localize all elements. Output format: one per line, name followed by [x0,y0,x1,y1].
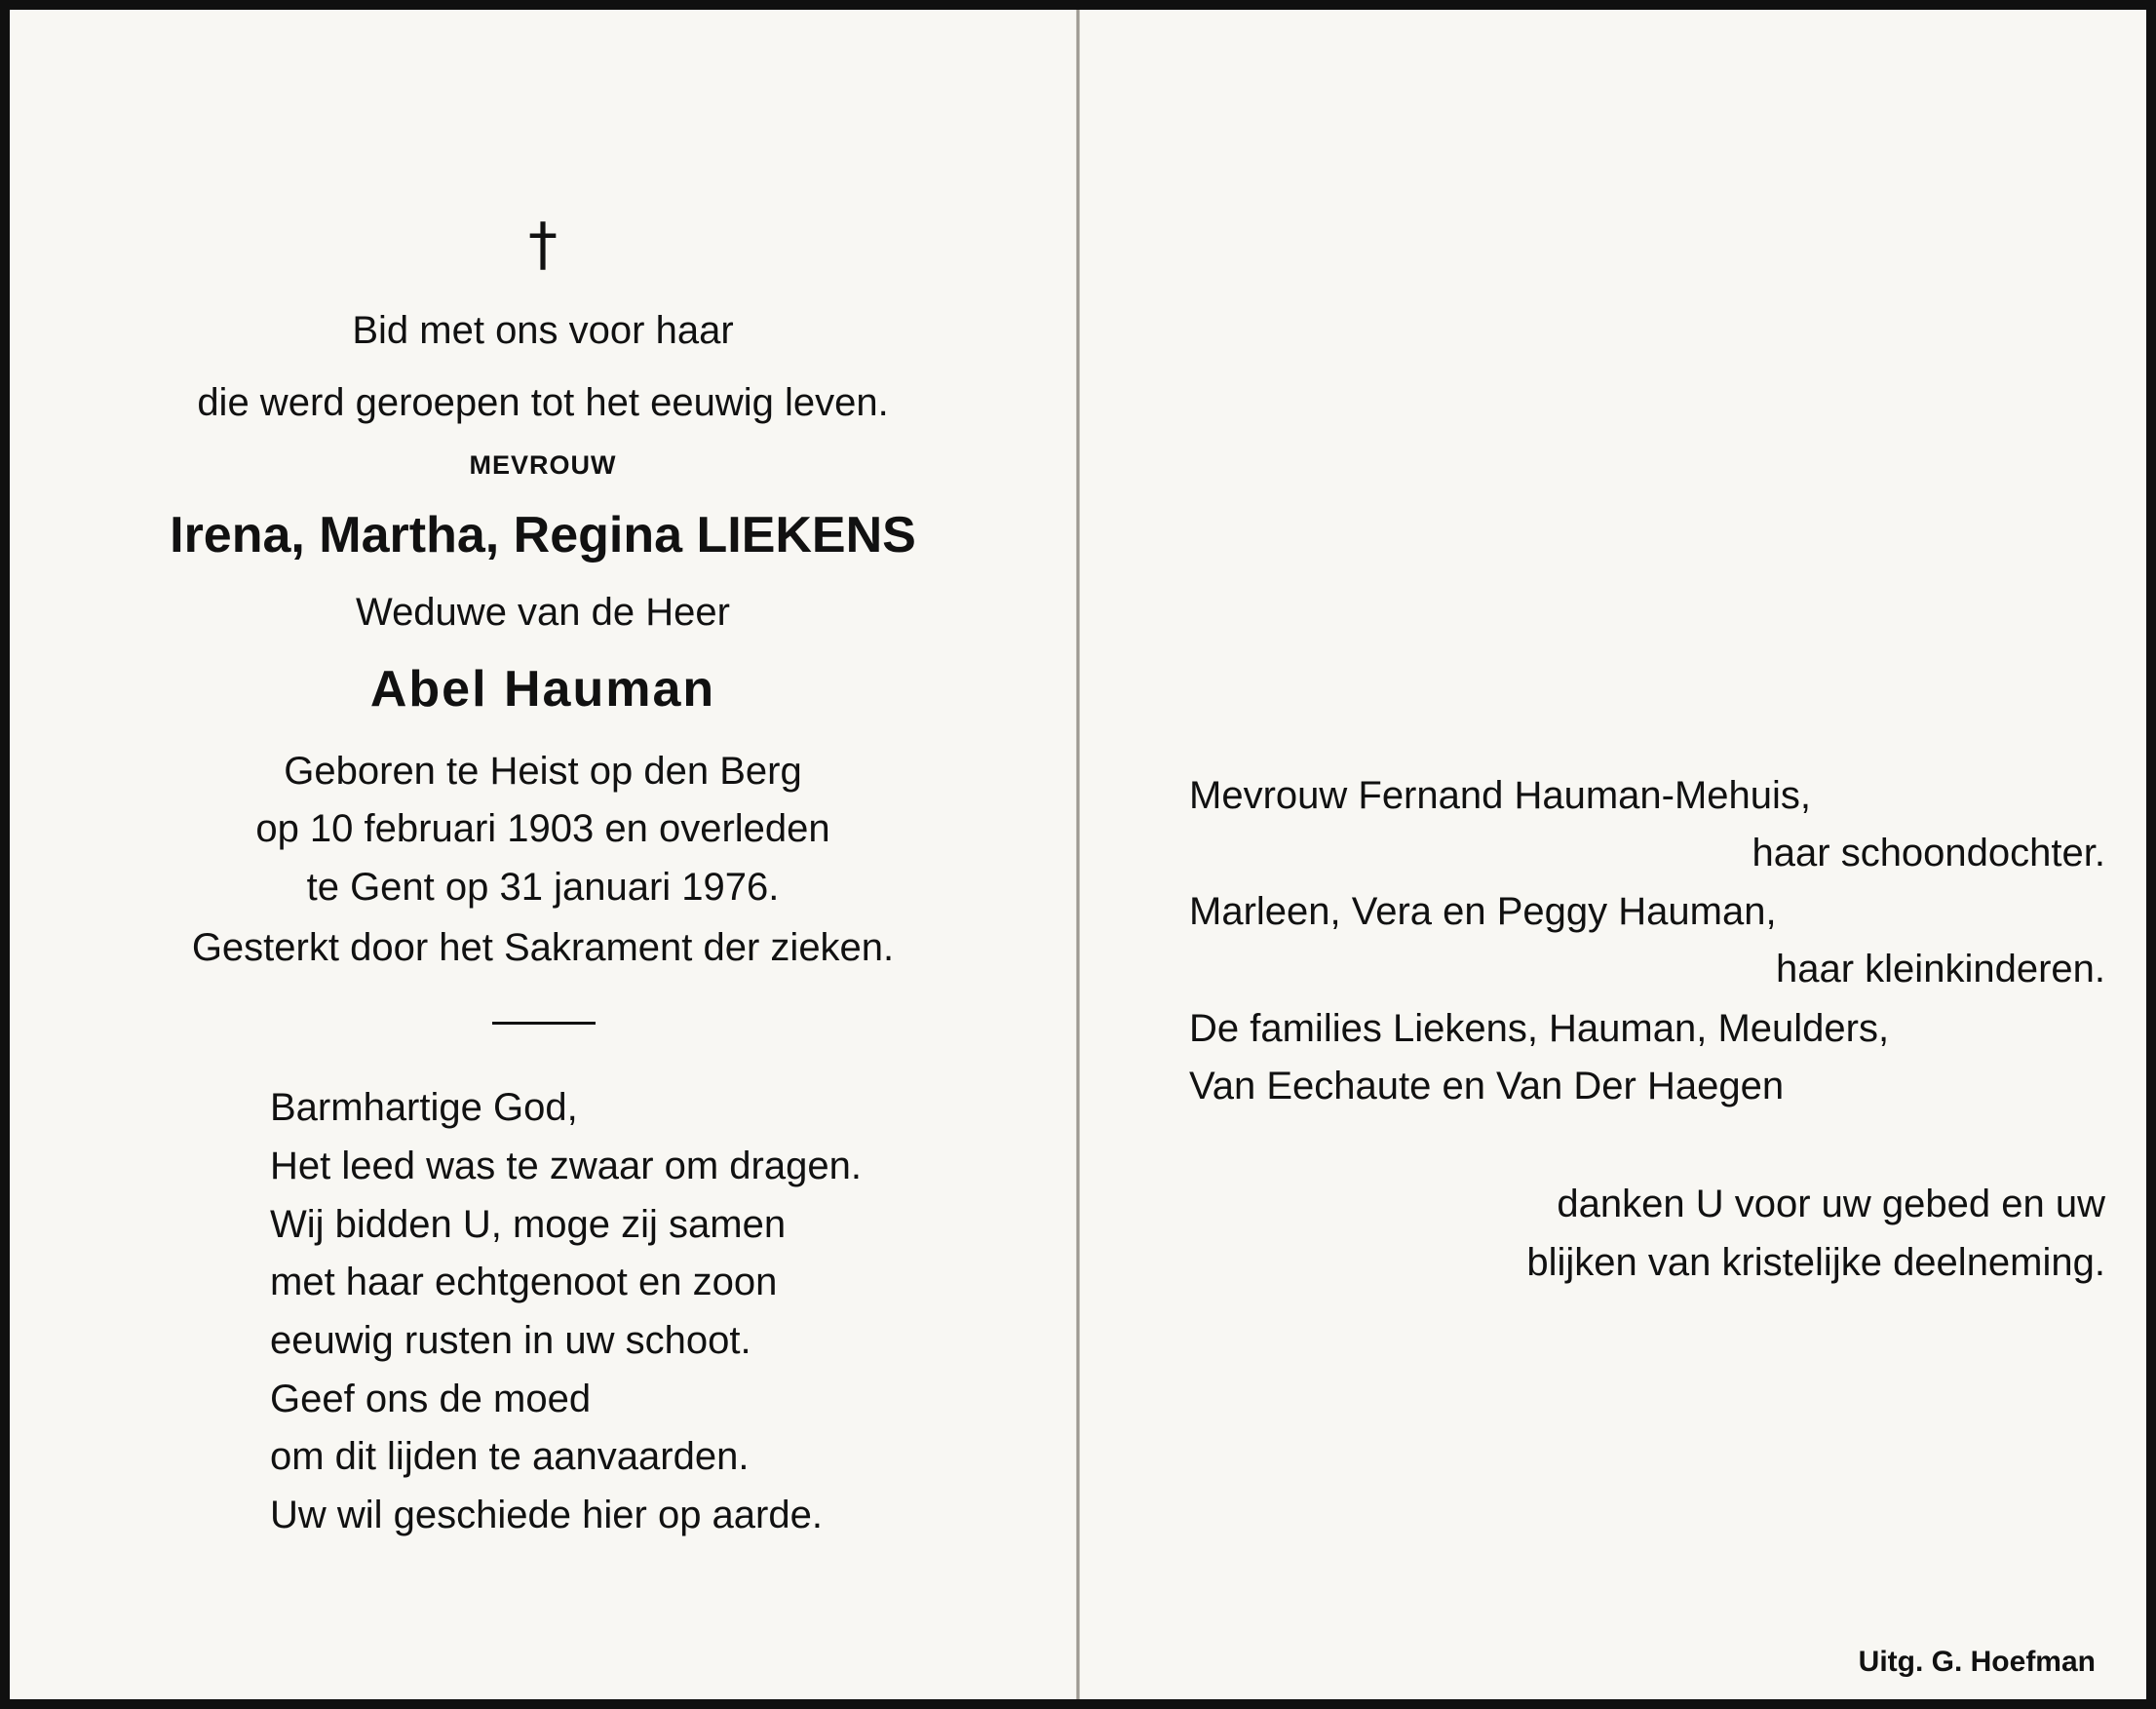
right-page [1080,10,2146,1699]
divider-line [492,1022,596,1025]
intro-line-2: die werd geroepen tot het eeuwig leven. [197,381,889,424]
thanks-line-1: danken U voor uw gebed en uw [1557,1183,2105,1225]
birth-death-line-1: Geboren te Heist op den Berg [284,750,802,793]
family-line-1: Mevrouw Fernand Hauman-Mehuis, [1189,774,1812,817]
birth-death-line-3: te Gent op 31 januari 1976. [306,866,780,909]
birth-death-line-4: Gesterkt door het Sakrament der zieken. [191,926,895,969]
husband-name: Abel Hauman [369,661,716,718]
prayer-line-4: met haar echtgenoot en zoon [270,1261,778,1303]
deceased-name: Irena, Martha, Regina LIEKENS [170,507,916,563]
publisher-imprint: Uitg. G. Hoefman [1858,1646,2096,1678]
prayer-line-8: Uw wil geschiede hier op aarde. [270,1494,823,1536]
prayer-line-3: Wij bidden U, moge zij samen [270,1203,787,1246]
family-line-5: De families Liekens, Hauman, Meulders, [1189,1007,1890,1050]
family-line-3: Marleen, Vera en Peggy Hauman, [1189,890,1777,933]
prayer-line-7: om dit lijden te aanvaarden. [270,1435,750,1478]
honorific-title: MEVROUW [469,450,617,480]
prayer-line-6: Geef ons de moed [270,1378,592,1420]
family-line-4: haar kleinkinderen. [1776,948,2105,990]
intro-line-1: Bid met ons voor haar [352,309,734,352]
prayer-line-1: Barmhartige God, [270,1086,578,1129]
left-page [10,10,1076,1699]
prayer-line-2: Het leed was te zwaar om dragen. [270,1145,862,1187]
birth-death-line-2: op 10 februari 1903 en overleden [255,807,830,850]
thanks-line-2: blijken van kristelijke deelneming. [1526,1241,2105,1284]
cross-symbol: † [528,211,558,279]
widow-line: Weduwe van de Heer [356,591,730,634]
family-line-6: Van Eechaute en Van Der Haegen [1189,1065,1785,1107]
prayer-line-5: eeuwig rusten in uw schoot. [270,1319,751,1362]
family-line-2: haar schoondochter. [1752,832,2105,874]
